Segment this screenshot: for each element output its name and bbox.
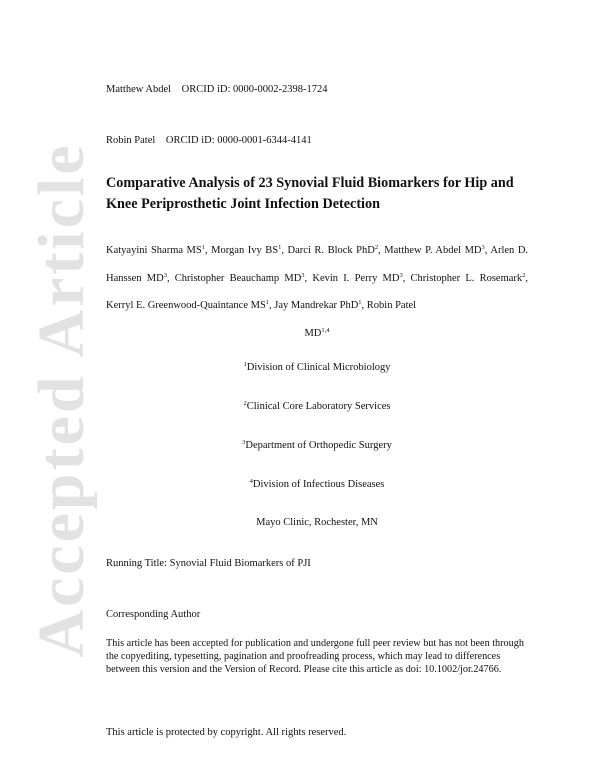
author: Katyayini Sharma $MS^1$ bbox=[106, 244, 205, 256]
orcid-id[interactable]: ORCID iD: 0000-0001-6344-4141 bbox=[165, 135, 312, 146]
author: Morgan Ivy $BS^1$ bbox=[211, 244, 282, 256]
orcid-name: Robin Patel bbox=[106, 135, 156, 146]
author: Robin Patel MD$^{1,4}$ bbox=[106, 300, 528, 348]
author: Christopher Beauchamp $MD^3$ bbox=[174, 271, 305, 284]
author: Darci R. Block PhD$^2$ bbox=[287, 244, 379, 256]
institution: Mayo Clinic, Rochester, MN bbox=[256, 517, 378, 528]
running-title: Running Title: Synovial Fluid Biomarkers of PJI bbox=[106, 558, 311, 569]
corresponding-author: Corresponding Author bbox=[106, 609, 201, 620]
affiliation: $^2$Clinical Core Laboratory Services bbox=[243, 400, 391, 412]
author: Matthew P. Abdel $MD^3$ bbox=[384, 244, 485, 256]
affiliation: $^1$Division of Clinical Microbiology bbox=[243, 361, 391, 373]
author: Arlen D. Hanssen $MD^3$ bbox=[106, 245, 529, 284]
affiliation: $^3$Department of Orthopedic Surgery bbox=[242, 439, 392, 451]
author: Kerryl E. Greenwood-Quaintance $MS^1$ bbox=[106, 299, 270, 311]
copyright-notice: This article is protected by copyright. All rights reserved. bbox=[106, 727, 347, 738]
author: Kevin I. Perry $MD^3$ bbox=[312, 271, 403, 284]
author: Jay Mandrekar PhD$^1$ bbox=[274, 299, 362, 311]
accepted-article-watermark: Accepted Article bbox=[25, 142, 98, 658]
orcid-name: Matthew Abdel bbox=[106, 84, 172, 95]
orcid-id[interactable]: ORCID iD: 0000-0002-2398-1724 bbox=[181, 84, 328, 95]
orcid-line-patel bbox=[106, 135, 312, 146]
article-title: Comparative Analysis of 23 Synovial Fluid Biomarkers for Hip and Knee Periprosthetic Joint Infection Detection bbox=[106, 175, 514, 212]
author-list: Katyayini Sharma $MS^1$, Morgan Ivy $BS^1$, Darci R. Block PhD$^2$, Matthew P. Abdel $MD^3$, Arlen D. Hanssen $MD^3$, Christopher Beauchamp $MD^3$, Kevin I. Perry $MD^3$, Christopher L. Rosemark$^2$, Kerryl E. Greenwood-Quaintance $MS^1$, Jay Mandrekar PhD$^1$, Robin Patel MD$^{1,4}$ bbox=[106, 238, 528, 348]
author-credential-wrap: MD$^{1,4}$ bbox=[304, 326, 330, 339]
affiliation: $^4$Division of Infectious Diseases bbox=[249, 478, 385, 490]
orcid-line-abdel bbox=[106, 84, 327, 95]
acceptance-notice: This article has been accepted for publication and undergone full peer review but has not been through the copyediting, typesetting, pagination and proofreading process, which may lead to differences between this version and the Version of Record. Please cite this article as doi: 10.1002/jor.24766. bbox=[106, 638, 524, 676]
author: Christopher L. Rosemark$^2$ bbox=[410, 271, 526, 284]
